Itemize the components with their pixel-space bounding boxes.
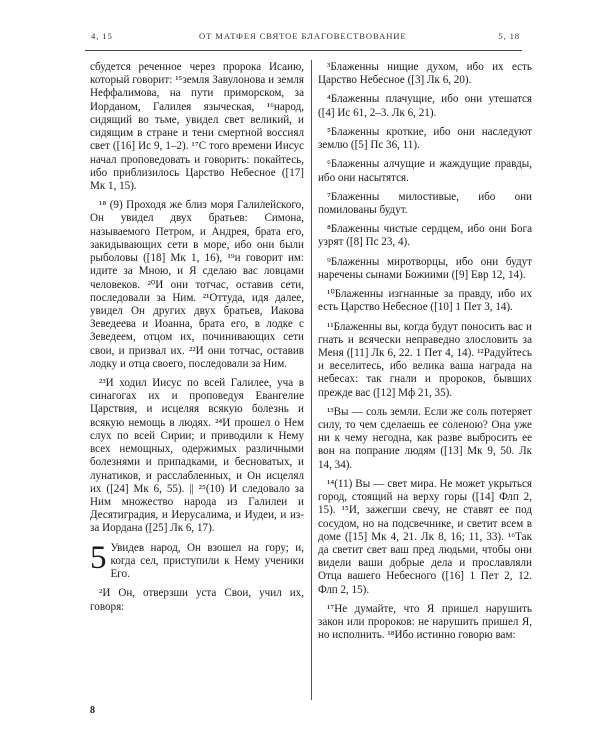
paragraph: ¹⁰Блаженны изгнанные за правду, ибо их есть Царство Небесное ([10] 1 Пет 3, 14). [318,288,532,314]
paragraph: ¹⁷Не думайте, что Я пришел нарушить закон или пророков: не нарушить пришел Я, но исполнить. ¹⁸Ибо истинно говорю вам: [318,602,532,642]
paragraph: сбудется реченное через пророка Исаию, который говорит: ¹⁵земля Завулонова и земля Неффалимова, на пути приморском, за Иорданом, Галилея языческая, ¹⁶народ, сидящий во тьме, увидел свет великий, и сидящим в стране и тени смертной воссиял свет ([16] Ис 9, 1–2). ¹⁷С того времени Иисус начал проповедовать и говорить: покайтесь, ибо приблизилось Царство Небесное ([17] Мк 1, 15). [90,61,304,192]
paragraph: ⁷Блаженны милостивые, ибо они помилованы будут. [318,190,532,216]
chapter-drop-number: 5 [90,539,107,576]
header-left-ref: 4, 15 [91,31,113,41]
paragraph: ¹⁸ (9) Проходя же близ моря Галилейского, Он увидел двух братьев: Симона, называемого Петром, и Андрея, брата его, закидывающих сети в море, ибо они были рыболовы ([18] Мк 1, 16), ¹⁹и говорит им: идите за Мною, и Я сделаю вас ловцами человеков. ²⁰И они тотчас, оставив сети, последовали за Ним. ²¹Оттуда, идя далее, увидел Он других двух братьев, Иакова Зеведеева и Иоанна, брата его, в лодке с Зеведеем, отцом их, починивающих сети свои, и призвал их. ²²И они тотчас, оставив лодку и отца своего, последовали за Ним. [90,199,304,370]
header-title: ОТ МАТФЕЯ СВЯТОЕ БЛАГОВЕСТВОВАНИЕ [199,31,407,41]
paragraph: ¹³Вы — соль земли. Если же соль потеряет силу, то чем сделаешь ее соленою? Она уже ни к чему негодна, как разве выбросить ее вон на попрание людям ([13] Мк 9, 50. Лк 14, 34). [318,405,532,471]
running-header [85,31,522,47]
paragraph: ⁸Блаженны чистые сердцем, ибо они Бога узрят ([8] Пс 23, 4). [318,223,532,249]
column-divider [311,60,312,700]
page-number: 8 [90,705,95,716]
chapter-start [90,539,304,582]
left-column [90,61,304,620]
right-column [318,61,532,649]
paragraph: ²³И ходил Иисус по всей Галилее, уча в синагогах их и проповедуя Евангелие Царствия, и исцеляя всякую болезнь и всякую немощь в людях. ²⁴И прошел о Нем слух по всей Сирии; и приводили к Нему всех немощных, одержимых различными болезнями и припадками, и бесноватых, и лунатиков, и расслабленных, и Он исцелял их ([24] Мк 6, 55). || ²⁵(10) И следовало за Ним множество народа из Галилеи и Десятиградия, и Иерусалима, и Иудеи, и из-за Иордана ([25] Лк 6, 17). [90,377,304,535]
header-right-ref: 5, 18 [498,31,520,41]
paragraph: ³Блаженны нищие духом, ибо их есть Царство Небесное ([3] Лк 6, 20). [318,61,532,87]
header-rule [85,50,522,51]
paragraph: ⁹Блаженны миротворцы, ибо они будут наречены сынами Божиими ([9] Евр 12, 14). [318,255,532,281]
paragraph: ⁴Блаженны плачущие, ибо они утешатся ([4] Ис 61, 2–3. Лк 6, 21). [318,93,532,119]
paragraph: ⁶Блаженны алчущие и жаждущие правды, ибо они насытятся. [318,158,532,184]
paragraph: ¹⁴(11) Вы — свет мира. Не может укрыться город, стоящий на верху горы ([14] Флп 2, 15). ¹⁵И, зажегши свечу, не ставят ее под сосудом, но на подсвечнике, и светит всем в доме ([15] Мк 4, 21. Лк 8, 16; 11, 33). ¹⁶Так да светит свет ваш пред людьми, чтобы они видели ваши добрые дела и прославляли Отца вашего Небесного ([16] 1 Пет 2, 12. Флп 2, 15). [318,477,532,596]
paragraph: ²И Он, отверзши уста Свои, учил их, говоря: [90,587,304,613]
paragraph: ¹¹Блаженны вы, когда будут поносить вас и гнать и всячески неправедно злословить за Меня ([11] Лк 6, 22. 1 Пет 4, 14). ¹²Радуйтесь и веселитесь, ибо велика ваша награда на небесах: так гнали и пророков, бывших прежде вас ([12] Мф 21, 35). [318,320,532,399]
paragraph: ⁵Блаженны кроткие, ибо они наследуют землю ([5] Пс 36, 11). [318,125,532,152]
paragraph: Увидев народ, Он взошел на гору; и, когда сел, приступили к Нему ученики Его. [110,541,304,581]
